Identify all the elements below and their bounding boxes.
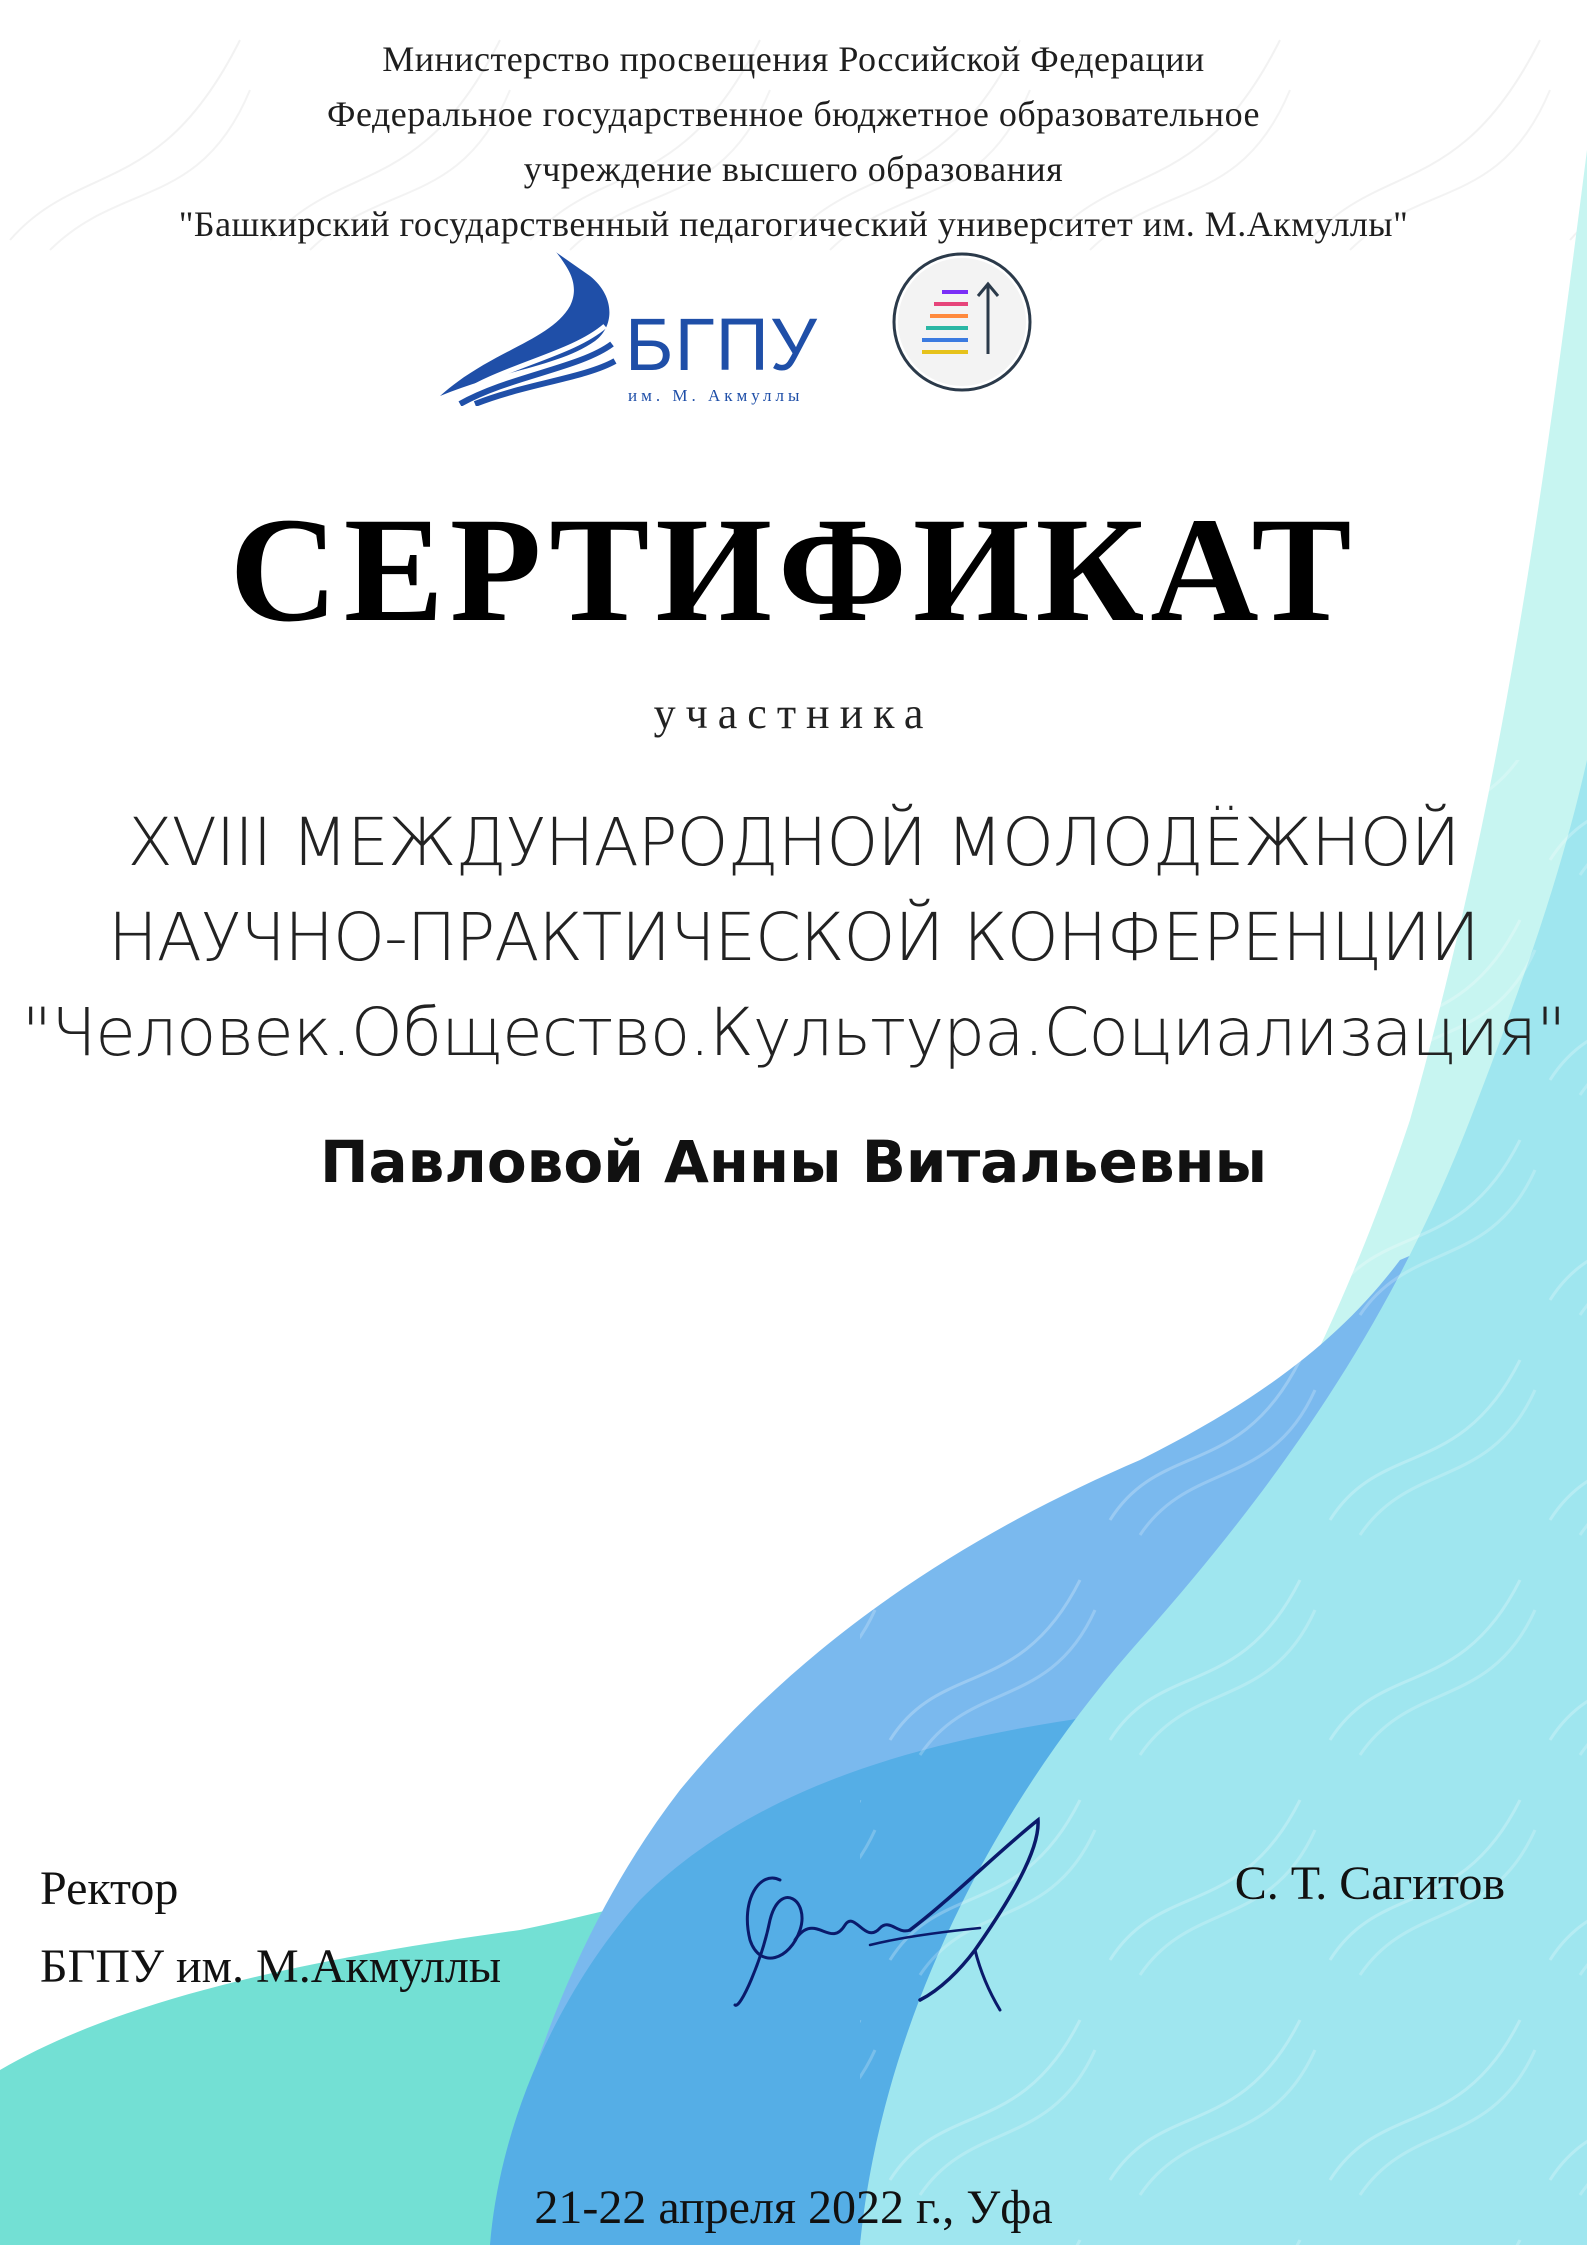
logos-row	[430, 240, 1050, 410]
header-line-3: учреждение высшего образования	[523, 149, 1064, 189]
event-line-1: XVIII МЕЖДУНАРОДНОЙ МОЛОДЁЖНОЙ	[127, 804, 1460, 881]
header-line-4: "Башкирский государственный педагогический университет им. М.Акмуллы"	[178, 204, 1409, 244]
signer-position-line-1: Ректор	[40, 1862, 179, 1915]
bgpu-logo	[430, 246, 850, 406]
signer-position	[40, 1850, 501, 2006]
event-description	[0, 795, 1587, 1080]
certificate-subtitle: участника	[653, 689, 934, 738]
signer-position-line-2: БГПУ им. М.Акмуллы	[40, 1940, 502, 1993]
conference-logo-icon	[890, 250, 1034, 394]
event-line-2: НАУЧНО-ПРАКТИЧЕСКОЙ КОНФЕРЕНЦИИ	[108, 899, 1479, 976]
header-line-2: Федеральное государственное бюджетное образовательное	[327, 94, 1260, 134]
event-line-3: "Человек.Общество.Культура.Социализация"	[21, 994, 1566, 1071]
certificate-title: СЕРТИФИКАТ	[229, 487, 1358, 653]
date-place: 21-22 апреля 2022 г., Уфа	[534, 2181, 1053, 2234]
signer-name: С. Т. Сагитов	[1234, 1857, 1505, 1910]
handwritten-signature	[720, 1810, 1060, 2020]
bgpu-wave-icon	[430, 246, 620, 406]
bgpu-logo-subtitle: им. М. Акмуллы	[628, 386, 804, 405]
ministry-header	[0, 32, 1587, 252]
bgpu-logo-text: БГПУ	[625, 303, 818, 386]
recipient-name: Павловой Анны Витальевны	[319, 1128, 1268, 1196]
header-line-1: Министерство просвещения Российской Федерации	[382, 39, 1205, 79]
